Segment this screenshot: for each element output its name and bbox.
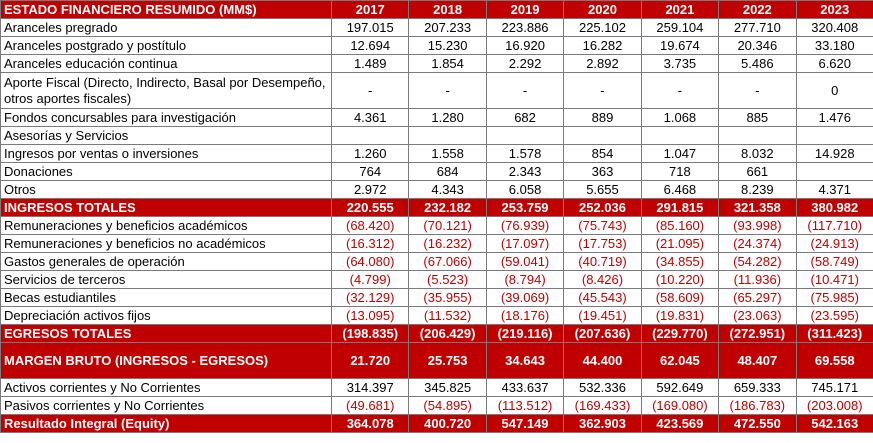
row-value: 0 xyxy=(796,73,873,109)
row-value: (11.936) xyxy=(719,271,796,289)
table-row xyxy=(1,145,873,163)
row-value xyxy=(486,127,563,145)
row-value xyxy=(719,127,796,145)
row-value: 69.558 xyxy=(796,343,873,379)
row-value: 21.720 xyxy=(332,343,409,379)
row-value: (40.719) xyxy=(564,253,641,271)
row-value xyxy=(564,127,641,145)
row-value: (24.913) xyxy=(796,235,873,253)
row-label: Remuneraciones y beneficios no académicos xyxy=(1,235,332,253)
table-title: ESTADO FINANCIERO RESUMIDO (MM$) xyxy=(1,1,332,19)
row-value: (39.069) xyxy=(486,289,563,307)
year-header: 2020 xyxy=(564,1,641,19)
row-value: 1.476 xyxy=(796,109,873,127)
row-value: 433.637 xyxy=(486,379,563,397)
row-value: (10.220) xyxy=(641,271,718,289)
row-value: (4.799) xyxy=(332,271,409,289)
row-value: 5.486 xyxy=(719,55,796,73)
row-value: 1.068 xyxy=(641,109,718,127)
row-value: 2.292 xyxy=(486,55,563,73)
row-label: Aporte Fiscal (Directo, Indirecto, Basal por Desempeño, otros aportes fiscales) xyxy=(1,73,332,109)
row-value: - xyxy=(641,73,718,109)
row-value: 225.102 xyxy=(564,19,641,37)
row-value: (169.433) xyxy=(564,397,641,415)
row-value: 718 xyxy=(641,163,718,181)
row-value: (67.066) xyxy=(409,253,486,271)
row-value: 223.886 xyxy=(486,19,563,37)
row-value: 400.720 xyxy=(409,415,486,433)
row-value: (18.176) xyxy=(486,307,563,325)
row-value: (93.998) xyxy=(719,217,796,235)
table-row xyxy=(1,163,873,181)
row-label: EGRESOS TOTALES xyxy=(1,325,332,343)
table-total-row xyxy=(1,325,873,343)
row-value: 3.735 xyxy=(641,55,718,73)
row-value: (219.116) xyxy=(486,325,563,343)
row-value: (54.282) xyxy=(719,253,796,271)
table-row xyxy=(1,19,873,37)
row-value: 542.163 xyxy=(796,415,873,433)
row-value: 380.982 xyxy=(796,199,873,217)
row-value: 4.371 xyxy=(796,181,873,199)
row-value: 197.015 xyxy=(332,19,409,37)
row-label: Asesorías y Servicios xyxy=(1,127,332,145)
row-value: 15.230 xyxy=(409,37,486,55)
row-value: - xyxy=(719,73,796,109)
row-value: (65.297) xyxy=(719,289,796,307)
row-value: 345.825 xyxy=(409,379,486,397)
row-label: MARGEN BRUTO (INGRESOS - EGRESOS) xyxy=(1,343,332,379)
row-value: (229.770) xyxy=(641,325,718,343)
row-value: 885 xyxy=(719,109,796,127)
row-value xyxy=(332,127,409,145)
row-value: - xyxy=(409,73,486,109)
row-value: (10.471) xyxy=(796,271,873,289)
row-value: 14.928 xyxy=(796,145,873,163)
row-value: 472.550 xyxy=(719,415,796,433)
row-value: (19.831) xyxy=(641,307,718,325)
row-label: Aranceles pregrado xyxy=(1,19,332,37)
row-value: (17.753) xyxy=(564,235,641,253)
row-value: 8.032 xyxy=(719,145,796,163)
row-value: 423.569 xyxy=(641,415,718,433)
row-value: 659.333 xyxy=(719,379,796,397)
row-value: 2.892 xyxy=(564,55,641,73)
table-row xyxy=(1,73,873,109)
row-value: 16.920 xyxy=(486,37,563,55)
row-value: 48.407 xyxy=(719,343,796,379)
table-row xyxy=(1,217,873,235)
row-value: 220.555 xyxy=(332,199,409,217)
row-value: 1.489 xyxy=(332,55,409,73)
row-value: (32.129) xyxy=(332,289,409,307)
row-value: 1.047 xyxy=(641,145,718,163)
row-value: - xyxy=(564,73,641,109)
row-label: Depreciación activos fijos xyxy=(1,307,332,325)
row-value: - xyxy=(332,73,409,109)
row-value: (311.423) xyxy=(796,325,873,343)
table-row xyxy=(1,379,873,397)
row-value: (75.985) xyxy=(796,289,873,307)
row-label: Aranceles educación continua xyxy=(1,55,332,73)
table-row xyxy=(1,397,873,415)
table-row xyxy=(1,253,873,271)
row-value: 6.058 xyxy=(486,181,563,199)
row-value: 1.260 xyxy=(332,145,409,163)
row-value: (75.743) xyxy=(564,217,641,235)
row-value: (272.951) xyxy=(719,325,796,343)
table-total-row xyxy=(1,199,873,217)
row-value: (206.429) xyxy=(409,325,486,343)
table-row xyxy=(1,109,873,127)
row-value: 1.854 xyxy=(409,55,486,73)
row-value: 259.104 xyxy=(641,19,718,37)
row-value: (21.095) xyxy=(641,235,718,253)
row-value: (49.681) xyxy=(332,397,409,415)
row-value: (16.232) xyxy=(409,235,486,253)
row-value xyxy=(641,127,718,145)
row-value: 44.400 xyxy=(564,343,641,379)
row-value: 854 xyxy=(564,145,641,163)
row-label: Fondos concursables para investigación xyxy=(1,109,332,127)
table-row xyxy=(1,289,873,307)
row-label: Servicios de terceros xyxy=(1,271,332,289)
row-value: 25.753 xyxy=(409,343,486,379)
row-value: 1.578 xyxy=(486,145,563,163)
row-value: (23.595) xyxy=(796,307,873,325)
row-value: (54.895) xyxy=(409,397,486,415)
table-header-row xyxy=(1,1,873,19)
row-value: (8.794) xyxy=(486,271,563,289)
row-label: Resultado Integral (Equity) xyxy=(1,415,332,433)
year-header: 2017 xyxy=(332,1,409,19)
row-value: (117.710) xyxy=(796,217,873,235)
row-value: - xyxy=(486,73,563,109)
row-value: 682 xyxy=(486,109,563,127)
row-value: 232.182 xyxy=(409,199,486,217)
row-value: (58.749) xyxy=(796,253,873,271)
row-value: 321.358 xyxy=(719,199,796,217)
row-label: Gastos generales de operación xyxy=(1,253,332,271)
table-total-row xyxy=(1,343,873,379)
row-value: 4.361 xyxy=(332,109,409,127)
row-value: (8.426) xyxy=(564,271,641,289)
row-value: 532.336 xyxy=(564,379,641,397)
row-value: (34.855) xyxy=(641,253,718,271)
year-header: 2018 xyxy=(409,1,486,19)
row-value: (198.835) xyxy=(332,325,409,343)
row-value: 6.468 xyxy=(641,181,718,199)
row-value: 684 xyxy=(409,163,486,181)
table-row xyxy=(1,235,873,253)
row-value: (70.121) xyxy=(409,217,486,235)
row-value: 12.694 xyxy=(332,37,409,55)
row-label: Activos corrientes y No Corrientes xyxy=(1,379,332,397)
row-value: 363 xyxy=(564,163,641,181)
row-value: 20.346 xyxy=(719,37,796,55)
year-header: 2021 xyxy=(641,1,718,19)
row-value: (203.008) xyxy=(796,397,873,415)
row-value: (113.512) xyxy=(486,397,563,415)
row-label: Donaciones xyxy=(1,163,332,181)
row-value: 547.149 xyxy=(486,415,563,433)
row-value: 320.408 xyxy=(796,19,873,37)
year-header: 2019 xyxy=(486,1,563,19)
row-value: 592.649 xyxy=(641,379,718,397)
row-value: (58.609) xyxy=(641,289,718,307)
row-value: (17.097) xyxy=(486,235,563,253)
row-value: (11.532) xyxy=(409,307,486,325)
row-value: 6.620 xyxy=(796,55,873,73)
row-value: (35.955) xyxy=(409,289,486,307)
row-label: Aranceles postgrado y postítulo xyxy=(1,37,332,55)
row-value xyxy=(796,163,873,181)
row-value: (76.939) xyxy=(486,217,563,235)
table-row xyxy=(1,37,873,55)
row-value: 5.655 xyxy=(564,181,641,199)
row-value: 62.045 xyxy=(641,343,718,379)
row-label: INGRESOS TOTALES xyxy=(1,199,332,217)
table-row xyxy=(1,127,873,145)
table-row xyxy=(1,307,873,325)
row-value: 252.036 xyxy=(564,199,641,217)
table-row xyxy=(1,271,873,289)
row-value: (24.374) xyxy=(719,235,796,253)
table-row xyxy=(1,55,873,73)
row-value: 1.558 xyxy=(409,145,486,163)
row-value: 314.397 xyxy=(332,379,409,397)
row-value: (59.041) xyxy=(486,253,563,271)
row-value: 19.674 xyxy=(641,37,718,55)
row-value: 745.171 xyxy=(796,379,873,397)
row-value: 8.239 xyxy=(719,181,796,199)
row-value: 207.233 xyxy=(409,19,486,37)
row-value: 2.972 xyxy=(332,181,409,199)
row-value: (23.063) xyxy=(719,307,796,325)
row-value: 291.815 xyxy=(641,199,718,217)
row-label: Becas estudiantiles xyxy=(1,289,332,307)
row-value: 661 xyxy=(719,163,796,181)
year-header: 2022 xyxy=(719,1,796,19)
row-value: (207.636) xyxy=(564,325,641,343)
row-value: 889 xyxy=(564,109,641,127)
table-body xyxy=(1,1,873,433)
row-value: (16.312) xyxy=(332,235,409,253)
table-row xyxy=(1,181,873,199)
row-value: (68.420) xyxy=(332,217,409,235)
row-value: 277.710 xyxy=(719,19,796,37)
row-value: (64.080) xyxy=(332,253,409,271)
row-value: (13.095) xyxy=(332,307,409,325)
row-value: 34.643 xyxy=(486,343,563,379)
row-value: (45.543) xyxy=(564,289,641,307)
row-value: 4.343 xyxy=(409,181,486,199)
row-value: 362.903 xyxy=(564,415,641,433)
row-value xyxy=(409,127,486,145)
row-label: Pasivos corrientes y No Corrientes xyxy=(1,397,332,415)
row-label: Remuneraciones y beneficios académicos xyxy=(1,217,332,235)
year-header: 2023 xyxy=(796,1,873,19)
row-value: 33.180 xyxy=(796,37,873,55)
row-value: (85.160) xyxy=(641,217,718,235)
row-value: (5.523) xyxy=(409,271,486,289)
row-value: (186.783) xyxy=(719,397,796,415)
row-value: 253.759 xyxy=(486,199,563,217)
row-value: 2.343 xyxy=(486,163,563,181)
row-value: 1.280 xyxy=(409,109,486,127)
row-label: Ingresos por ventas o inversiones xyxy=(1,145,332,163)
row-value: 364.078 xyxy=(332,415,409,433)
row-value: 764 xyxy=(332,163,409,181)
table-total-row xyxy=(1,415,873,433)
row-value: (169.080) xyxy=(641,397,718,415)
row-value: 16.282 xyxy=(564,37,641,55)
row-value: (19.451) xyxy=(564,307,641,325)
row-value xyxy=(796,127,873,145)
row-label: Otros xyxy=(1,181,332,199)
